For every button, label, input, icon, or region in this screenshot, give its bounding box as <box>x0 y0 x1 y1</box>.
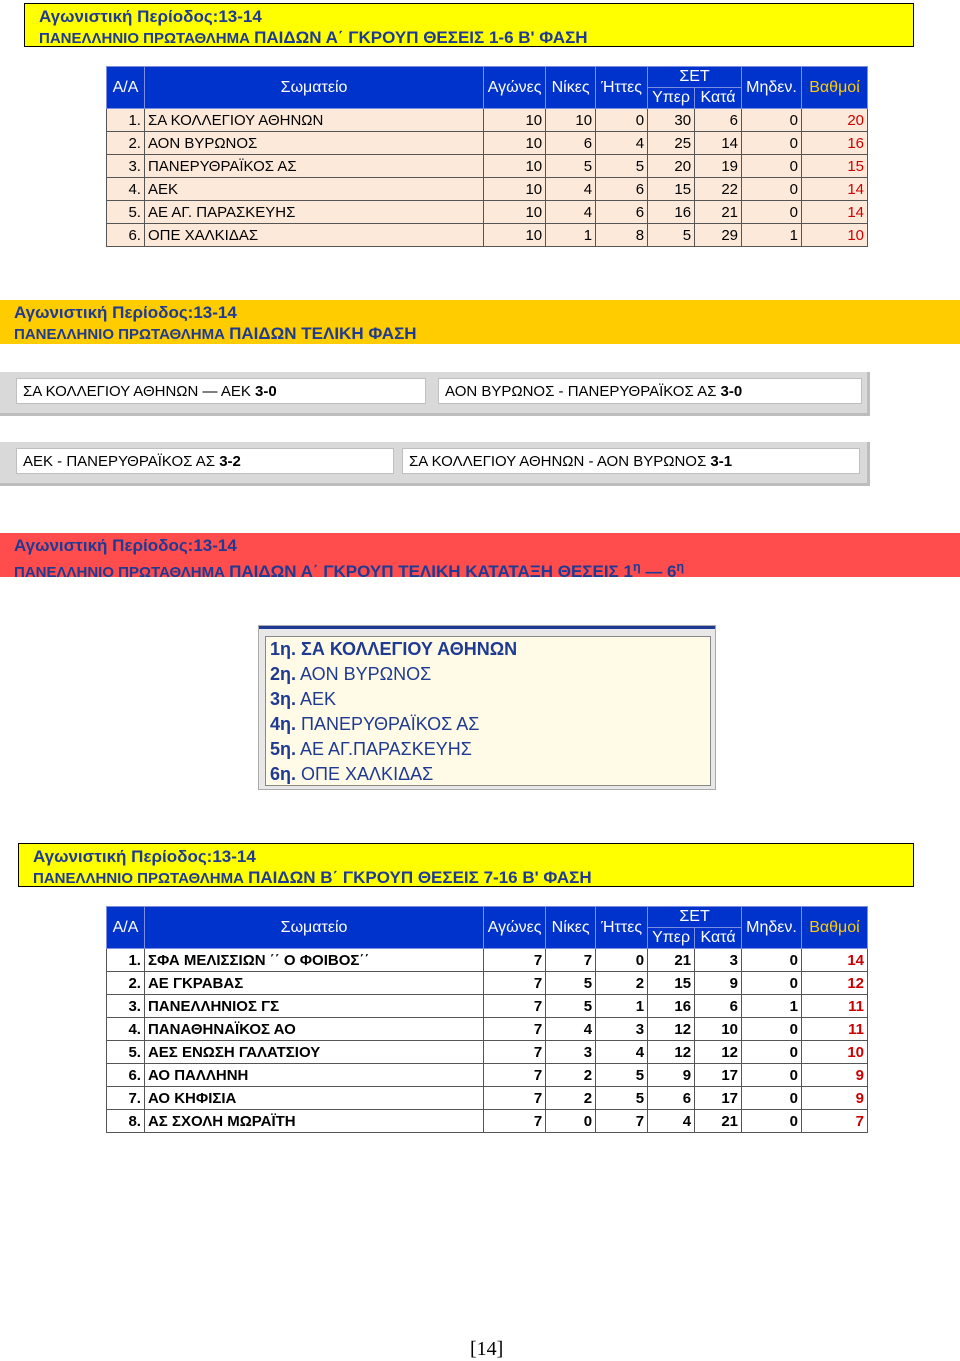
cell-aa: 3. <box>107 155 145 178</box>
cell-aa: 5. <box>107 1041 145 1064</box>
cell-sf: 5 <box>648 224 695 247</box>
cell-w: 5 <box>546 155 596 178</box>
cell-z: 0 <box>742 132 802 155</box>
cell-team: ΣΑ ΚΟΛΛΕΓΙΟΥ ΑΘΗΝΩΝ <box>144 109 483 132</box>
section2-title: ΠΑΝΕΛΛΗΝΙΟ ΠΡΩΤΑΘΛΗΜΑ ΠΑΙΔΩΝ ΤΕΛΙΚΗ ΦΑΣΗ <box>14 324 417 343</box>
cell-p: 9 <box>801 1064 867 1087</box>
cell-sa: 21 <box>695 201 742 224</box>
cell-l: 4 <box>596 132 648 155</box>
cell-p: 10 <box>801 1041 867 1064</box>
cell-w: 5 <box>546 972 596 995</box>
section2-season: Αγωνιστική Περίοδος:13-14 <box>14 303 237 322</box>
ranking-item: 6η. ΟΠΕ ΧΑΛΚΙΔΑΣ <box>270 764 434 784</box>
cell-l: 5 <box>596 1087 648 1110</box>
cell-aa: 1. <box>107 109 145 132</box>
cell-aa: 3. <box>107 995 145 1018</box>
cell-sa: 6 <box>695 109 742 132</box>
cell-sf: 16 <box>648 201 695 224</box>
header-points: Βαθμοί <box>801 907 867 949</box>
cell-sa: 17 <box>695 1087 742 1110</box>
cell-l: 0 <box>596 949 648 972</box>
section3-season: Αγωνιστική Περίοδος:13-14 <box>14 536 237 555</box>
cell-z: 0 <box>742 949 802 972</box>
section1-banner <box>24 3 914 47</box>
match-row-2 <box>0 442 870 486</box>
cell-z: 0 <box>742 1110 802 1133</box>
cell-p: 7 <box>801 1110 867 1133</box>
ranking-item: 1η. ΣΑ ΚΟΛΛΕΓΙΟΥ ΑΘΗΝΩΝ <box>270 639 518 659</box>
header-aa: Α/Α <box>107 907 145 949</box>
cell-l: 6 <box>596 178 648 201</box>
section4-banner <box>18 843 914 887</box>
cell-sa: 19 <box>695 155 742 178</box>
header-losses: Ήττες <box>596 907 648 949</box>
final-ranking-box <box>258 625 716 790</box>
cell-sf: 12 <box>648 1018 695 1041</box>
cell-z: 0 <box>742 155 802 178</box>
cell-z: 0 <box>742 972 802 995</box>
table-row <box>107 972 868 995</box>
header-team: Σωματείο <box>144 67 483 109</box>
header-zero: Μηδεν. <box>742 67 802 109</box>
cell-sa: 12 <box>695 1041 742 1064</box>
cell-sf: 9 <box>648 1064 695 1087</box>
cell-g: 7 <box>484 995 546 1018</box>
table-row <box>107 1110 868 1133</box>
cell-sf: 15 <box>648 178 695 201</box>
cell-team: ΑΟ ΚΗΦΙΣΙΑ <box>144 1087 483 1110</box>
cell-team: ΑΟΝ ΒΥΡΩΝΟΣ <box>144 132 483 155</box>
table-row <box>107 155 868 178</box>
cell-sa: 17 <box>695 1064 742 1087</box>
header-wins: Νίκες <box>546 907 596 949</box>
match-4: ΣΑ ΚΟΛΛΕΓΙΟΥ ΑΘΗΝΩΝ - ΑΟΝ ΒΥΡΩΝΟΣ 3-1 <box>402 448 860 474</box>
cell-sf: 16 <box>648 995 695 1018</box>
cell-g: 7 <box>484 1041 546 1064</box>
cell-w: 1 <box>546 224 596 247</box>
cell-g: 10 <box>484 201 546 224</box>
cell-w: 0 <box>546 1110 596 1133</box>
cell-aa: 6. <box>107 224 145 247</box>
header-set-for: Υπερ <box>648 88 695 109</box>
ranking-item: 3η. ΑΕΚ <box>270 689 337 709</box>
standings-table-b-group <box>106 906 868 1133</box>
cell-team: ΠΑΝΕΡΥΘΡΑΪΚΟΣ ΑΣ <box>144 155 483 178</box>
cell-sa: 9 <box>695 972 742 995</box>
table-row <box>107 224 868 247</box>
table-row <box>107 949 868 972</box>
header-aa: Α/Α <box>107 67 145 109</box>
cell-l: 7 <box>596 1110 648 1133</box>
cell-aa: 8. <box>107 1110 145 1133</box>
cell-g: 7 <box>484 949 546 972</box>
cell-aa: 2. <box>107 132 145 155</box>
cell-p: 9 <box>801 1087 867 1110</box>
cell-aa: 4. <box>107 178 145 201</box>
header-set-against: Κατά <box>695 928 742 949</box>
cell-team: ΟΠΕ ΧΑΛΚΙΔΑΣ <box>144 224 483 247</box>
cell-sa: 3 <box>695 949 742 972</box>
header-set-against: Κατά <box>695 88 742 109</box>
table-row <box>107 132 868 155</box>
header-losses: Ήττες <box>596 67 648 109</box>
cell-p: 12 <box>801 972 867 995</box>
section3-title: ΠΑΝΕΛΛΗΝΙΟ ΠΡΩΤΑΘΛΗΜΑ ΠΑΙΔΩΝ Α΄ ΓΚΡΟΥΠ ΤΕΛΙΚΗ ΚΑΤΑΤΑΞΗ ΘΕΣΕΙΣ $1^\eta$ ― $6^\eta$ <box>14 560 685 581</box>
cell-sa: 22 <box>695 178 742 201</box>
cell-p: 14 <box>802 201 868 224</box>
cell-g: 10 <box>484 155 546 178</box>
cell-team: ΠΑΝΑΘΗΝΑΪΚΟΣ ΑΟ <box>144 1018 483 1041</box>
cell-team: ΑΕ ΓΚΡΑΒΑΣ <box>144 972 483 995</box>
cell-sa: 10 <box>695 1018 742 1041</box>
cell-g: 10 <box>484 132 546 155</box>
cell-z: 0 <box>742 1087 802 1110</box>
cell-sf: 6 <box>648 1087 695 1110</box>
cell-l: 5 <box>596 1064 648 1087</box>
cell-p: 11 <box>801 995 867 1018</box>
cell-aa: 1. <box>107 949 145 972</box>
table-row <box>107 109 868 132</box>
table-row <box>107 201 868 224</box>
ranking-item: 4η. ΠΑΝΕΡΥΘΡΑΪΚΟΣ ΑΣ <box>270 714 480 734</box>
cell-p: 14 <box>802 178 868 201</box>
cell-z: 1 <box>742 224 802 247</box>
cell-w: 4 <box>546 178 596 201</box>
cell-aa: 6. <box>107 1064 145 1087</box>
match-row-1 <box>0 372 870 416</box>
table-row <box>107 1064 868 1087</box>
cell-p: 14 <box>801 949 867 972</box>
cell-l: 1 <box>596 995 648 1018</box>
cell-w: 3 <box>546 1041 596 1064</box>
header-set: ΣΕΤ <box>648 907 742 928</box>
cell-z: 0 <box>742 1041 802 1064</box>
cell-g: 10 <box>484 224 546 247</box>
section2-banner <box>0 300 960 344</box>
cell-w: 10 <box>546 109 596 132</box>
cell-w: 2 <box>546 1064 596 1087</box>
cell-aa: 5. <box>107 201 145 224</box>
page-number: [14] <box>470 1338 504 1360</box>
cell-p: 15 <box>802 155 868 178</box>
table-row <box>107 1018 868 1041</box>
table-row <box>107 1087 868 1110</box>
cell-sa: 14 <box>695 132 742 155</box>
cell-w: 4 <box>546 1018 596 1041</box>
cell-w: 2 <box>546 1087 596 1110</box>
cell-g: 7 <box>484 1110 546 1133</box>
cell-w: 7 <box>546 949 596 972</box>
cell-l: 3 <box>596 1018 648 1041</box>
cell-sa: 21 <box>695 1110 742 1133</box>
cell-l: 4 <box>596 1041 648 1064</box>
cell-p: 20 <box>802 109 868 132</box>
cell-sf: 12 <box>648 1041 695 1064</box>
section4-season: Αγωνιστική Περίοδος:13-14 <box>33 847 256 866</box>
cell-w: 5 <box>546 995 596 1018</box>
cell-sa: 29 <box>695 224 742 247</box>
cell-sf: 25 <box>648 132 695 155</box>
header-wins: Νίκες <box>546 67 596 109</box>
cell-team: ΑΕΚ <box>144 178 483 201</box>
cell-l: 0 <box>596 109 648 132</box>
match-1: ΣΑ ΚΟΛΛΕΓΙΟΥ ΑΘΗΝΩΝ ― ΑΕΚ 3-0 <box>16 378 426 404</box>
cell-team: ΣΦΑ ΜΕΛΙΣΣΙΩΝ ΄΄ Ο ΦΟΙΒΟΣ΄΄ <box>144 949 483 972</box>
header-points: Βαθμοί <box>802 67 868 109</box>
cell-g: 10 <box>484 109 546 132</box>
cell-g: 7 <box>484 1087 546 1110</box>
table-row <box>107 1041 868 1064</box>
header-team: Σωματείο <box>144 907 483 949</box>
cell-g: 7 <box>484 1018 546 1041</box>
cell-aa: 4. <box>107 1018 145 1041</box>
cell-z: 0 <box>742 201 802 224</box>
section1-title: ΠΑΝΕΛΛΗΝΙΟ ΠΡΩΤΑΘΛΗΜΑ ΠΑΙΔΩΝ Α΄ ΓΚΡΟΥΠ ΘΕΣΕΙΣ 1-6 Β' ΦΑΣΗ <box>39 28 588 47</box>
cell-z: 0 <box>742 109 802 132</box>
cell-aa: 7. <box>107 1087 145 1110</box>
cell-g: 7 <box>484 1064 546 1087</box>
cell-z: 0 <box>742 1018 802 1041</box>
standings-table-a-group <box>106 66 868 247</box>
cell-sf: 15 <box>648 972 695 995</box>
cell-z: 0 <box>742 1064 802 1087</box>
cell-w: 4 <box>546 201 596 224</box>
cell-w: 6 <box>546 132 596 155</box>
table-row <box>107 995 868 1018</box>
cell-l: 2 <box>596 972 648 995</box>
header-games: Αγώνες <box>484 907 546 949</box>
header-zero: Μηδεν. <box>742 907 802 949</box>
cell-team: ΑΕΣ ΕΝΩΣΗ ΓΑΛΑΤΣΙΟΥ <box>144 1041 483 1064</box>
cell-z: 0 <box>742 178 802 201</box>
cell-p: 16 <box>802 132 868 155</box>
section4-title: ΠΑΝΕΛΛΗΝΙΟ ΠΡΩΤΑΘΛΗΜΑ ΠΑΙΔΩΝ Β΄ ΓΚΡΟΥΠ ΘΕΣΕΙΣ 7-16 Β' ΦΑΣΗ <box>33 868 592 887</box>
cell-sa: 6 <box>695 995 742 1018</box>
match-2: ΑΟΝ ΒΥΡΩΝΟΣ - ΠΑΝΕΡΥΘΡΑΪΚΟΣ ΑΣ 3-0 <box>438 378 862 404</box>
cell-p: 11 <box>801 1018 867 1041</box>
section3-banner <box>0 533 960 581</box>
cell-l: 5 <box>596 155 648 178</box>
header-set-for: Υπερ <box>648 928 695 949</box>
cell-team: ΑΕ ΑΓ. ΠΑΡΑΣΚΕΥΗΣ <box>144 201 483 224</box>
cell-l: 8 <box>596 224 648 247</box>
cell-sf: 30 <box>648 109 695 132</box>
cell-sf: 4 <box>648 1110 695 1133</box>
ranking-item: 2η. ΑΟΝ ΒΥΡΩΝΟΣ <box>270 664 432 684</box>
cell-z: 1 <box>742 995 802 1018</box>
ranking-item: 5η. ΑΕ ΑΓ.ΠΑΡΑΣΚΕΥΗΣ <box>270 739 472 759</box>
cell-g: 10 <box>484 178 546 201</box>
match-3: ΑΕΚ - ΠΑΝΕΡΥΘΡΑΪΚΟΣ ΑΣ 3-2 <box>16 448 394 474</box>
cell-team: ΠΑΝΕΛΛΗΝΙΟΣ ΓΣ <box>144 995 483 1018</box>
header-games: Αγώνες <box>484 67 546 109</box>
cell-g: 7 <box>484 972 546 995</box>
cell-sf: 20 <box>648 155 695 178</box>
section1-season: Αγωνιστική Περίοδος:13-14 <box>39 7 262 26</box>
cell-l: 6 <box>596 201 648 224</box>
cell-p: 10 <box>802 224 868 247</box>
cell-team: ΑΣ ΣΧΟΛΗ ΜΩΡΑΪΤΗ <box>144 1110 483 1133</box>
cell-team: ΑΟ ΠΑΛΛΗΝΗ <box>144 1064 483 1087</box>
cell-sf: 21 <box>648 949 695 972</box>
header-set: ΣΕΤ <box>648 67 742 88</box>
cell-aa: 2. <box>107 972 145 995</box>
table-row <box>107 178 868 201</box>
